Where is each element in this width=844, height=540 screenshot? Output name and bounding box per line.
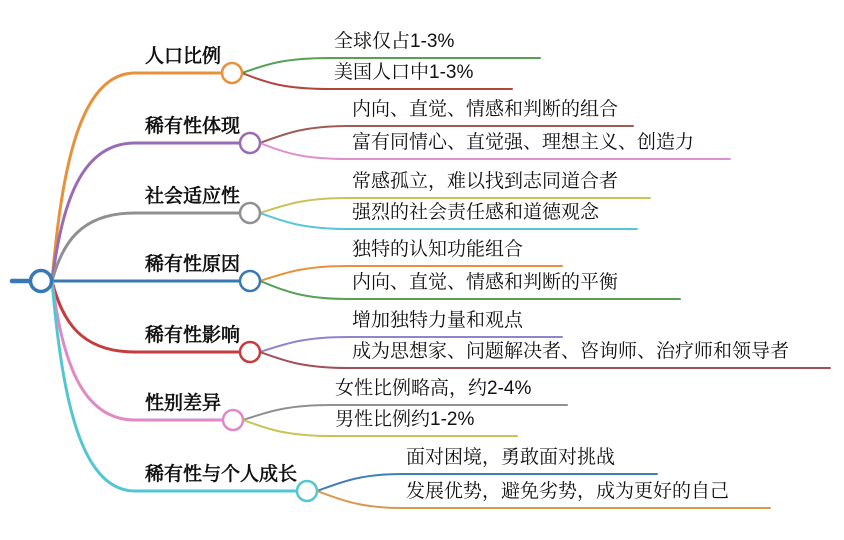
branch-1-node[interactable] xyxy=(222,63,242,83)
branch-5-label[interactable]: 稀有性影响 xyxy=(145,325,241,346)
leaf-5-2-text[interactable]: 成为思想家、问题解决者、咨询师、治疗师和领导者 xyxy=(352,341,790,362)
branch-4-label[interactable]: 稀有性原因 xyxy=(145,254,241,275)
branch-7-curve xyxy=(52,281,297,491)
branch-4-node[interactable] xyxy=(240,271,260,291)
leaf-4-1-text[interactable]: 独特的认知功能组合 xyxy=(352,239,524,260)
leaf-6-1-text[interactable]: 女性比例略高，约2-4% xyxy=(335,378,532,399)
branch-2-label[interactable]: 稀有性体现 xyxy=(145,116,241,137)
leaf-3-2-text[interactable]: 强烈的社会责任感和道德观念 xyxy=(352,202,600,223)
branch-7-node[interactable] xyxy=(297,481,317,501)
branch-3-node[interactable] xyxy=(240,203,260,223)
branch-3-label[interactable]: 社会适应性 xyxy=(145,186,241,207)
leaf-3-1-text[interactable]: 常感孤立，难以找到志同道合者 xyxy=(352,171,619,192)
branch-6-label[interactable]: 性别差异 xyxy=(145,393,222,414)
leaf-1-2-text[interactable]: 美国人口中1-3% xyxy=(334,62,474,83)
branch-1-curve xyxy=(52,73,222,281)
leaf-7-1-text[interactable]: 面对困境，勇敢面对挑战 xyxy=(406,447,616,468)
branch-5-node[interactable] xyxy=(240,342,260,362)
leaf-6-2-text[interactable]: 男性比例约1-2% xyxy=(335,409,475,430)
branch-7-label[interactable]: 稀有性与个人成长 xyxy=(145,464,298,485)
branch-1-label[interactable]: 人口比例 xyxy=(145,46,222,67)
root-node[interactable] xyxy=(31,271,52,292)
branch-2-node[interactable] xyxy=(240,133,260,153)
leaf-2-1-text[interactable]: 内向、直觉、情感和判断的组合 xyxy=(352,99,619,120)
leaf-4-2-text[interactable]: 内向、直觉、情感和判断的平衡 xyxy=(352,272,619,293)
branch-6-node[interactable] xyxy=(223,410,243,430)
leaf-1-1-text[interactable]: 全球仅占1-3% xyxy=(334,31,455,52)
leaf-7-2-text[interactable]: 发展优势，避免劣势，成为更好的自己 xyxy=(406,481,730,502)
leaf-2-2-text[interactable]: 富有同情心、直觉强、理想主义、创造力 xyxy=(352,132,695,153)
leaf-5-1-text[interactable]: 增加独特力量和观点 xyxy=(352,310,524,331)
